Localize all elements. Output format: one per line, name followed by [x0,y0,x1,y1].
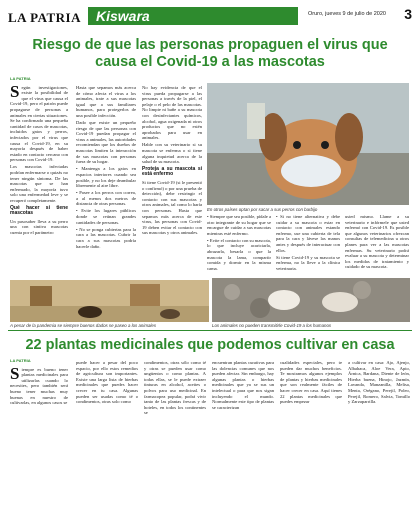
stone-dogs-image [212,278,410,322]
article2-col3: condimentos, otras sólo como té y otras se pueden usar como ungüentos o como plantas. A todas ellas, se le puede extraer tinturas en alcohol, aceites o polvos para uso medicinal. En farmacopea popular, podrá vivir tanto de las plantas frescas y de hoteles, en todos los continentes se [144,360,206,416]
photo2-caption: A pesar de la pandemia se siempre buenos dados se paseo a los animales [10,323,157,328]
photo3-caption: Los animales no pueden transmitirle Covid-19 a los humanos [212,323,332,328]
dropcap: S [10,363,20,383]
dateline: Oruro, jueves 9 de julio de 2020 [308,11,386,17]
article2-col2: puede hacer a pesar del poco espacio, por ello estos remedios de agricultura son importantes. Existe una larga lista de hierbas medicinales que puedes hacer crecer en tu casa. Algunas pueden ser usadas como té o condimentos, otras solo como [76,360,138,405]
article1-col6: usted mismo. Llame a su veterinario e infórmele que usted enfermó con Covid-19. Es posible que algunos veterinarios ofrezcan consultas de telemedicina u otros planes para ver a las mascotas enfermas. Su veterinario podrá evaluar a su mascota y determinar los medidas de tratamiento y cuidado de su mascota. [345,214,409,270]
page-header [8,6,412,28]
article1-col1: LA PATRIA Según investigaciones, existe la posibilidad de que el virus que causa el Covid-19, pero el patrón puede propagarse de personas a animales en ciertas situaciones. Se ha confirmado una pequeña cantidad de casos de mascotas, incluidos gatos y perros, infectados por el virus que causa el Covid-19, en su mayoría después de haber estado en contacto cercano con personas con Covid-19. Los mascotas infectadas podrían enfermarse o quizás no tener ningún síntoma. De las mascotas que se han enfermado, la mayoría tuvo solo una enfermedad leve y se recuperó completamente. Qué hacer si tiene mascotas Un pasosaber lleva a su perro una con sintiva mascotas cuenta por el parámetro [10,76,68,235]
masthead: LA PATRIA [8,10,81,25]
article1-col4: • Siempre que sea posible, pídale a otro integrante de su hogar que se encargue de cuidar a sus mascotas mientras esté enfermo. • Evite el contacto con su mascota, lo que incluye acariciarla, abrazarla, besarla o que la mascota la lama, compartir comida y dormir en la misma cama. [207,214,271,274]
subhead: Proteja a su mascota si está enfermo [142,165,202,178]
section-tab: Kiswara [88,7,298,25]
article2-headline: 22 plantas medicinales que podemos cultivar en casa [25,337,395,353]
street-dogs-image [10,280,209,322]
article1-col2: Hasta que sepamos más acerca de cómo afecta el virus a los animales, trate a sus mascotas igual que a sus familiares humanos, para protegerlos de una posible infección. Dado que existe un pequeño riesgo de que las personas con Covid-19 puedan propagar el virus a animales, las autoridades recomiendan que los dueños de mascotas limiten la interacción de sus mascotas con personas fuera de su hogar. • Mantenga a los gatos en espacios interiores cuando sea posible, y no los deje deambular libremente al aire libre. • Pasee a los perros con correa, a al menos dos metros de distancia de otras personas. • Evite los lugares públicos donde se reúnan grandes cantidades de personas. • No se ponga cubiertas para la cara a las mascotas. Cubrir la cara a sus mascotas podría hacerle daño. [76,85,136,285]
article1-col5: • Si no tiene alternativa y debe cuidar a su mascota o estar en contacto con animales estando enfermo, use una cubierta de tela para la cara y lávese las manos antes y después de interactuar con ellos. Si tiene Covid-19 y su mascota se enferma, no la lleve a la clínica veterinaria. [276,214,340,274]
dog-mask-image [207,83,409,205]
page-number: 3 [404,6,412,22]
article1-col3: No hay evidencia de que el virus pueda propagarse a las personas a través de la piel, el pelaje o el pelo de las mascotas. No limpie ni bañe a su mascota con desinfectantes químicos, alcohol, agua oxigenada ni otros productos que no estén aprobados para usar en animales. Hable con su veterinario si su mascota se enferma o si tiene alguna inquietud acerca de la salud de su mascota. Proteja a su mascota si está enfermo Si tiene Covid-19 (si le presentó o confirmó) o por una prueba de detección), debe restringir el contacto con sus mascotas y otros animales, tal como lo haría con personas. Hasta que sepamos más acerca de este virus, las personas con Covid-19 deben evitar el contacto con sus mascotas y otros animales. [142,85,202,236]
article2-col5: cualidades especiales, pero te pueden dar muchos beneficios. Te mostramos algunos ejemplos de plantas y hierbas medicinales que son realmente fáciles de hacer crecer en casa. Aquí tienes 22 plantas medicinales que puedes empezar [280,360,342,405]
photo-dog-mask [207,83,409,205]
dropcap: S [10,81,20,101]
article2-col4: encuentran plantas curativas para las dolencias comunes que nos pueden afectar. Sin embargo, hay algunas plantas o hierbas medicinales que ya se sus un intelectual o para que nos sigan incluyendo el mundo. Normalmente este tipo de plantas se caracterizan [212,360,274,410]
photo-stone-dogs [212,278,410,322]
byline: LA PATRIA [10,358,31,363]
subhead: Qué hacer si tiene mascotas [10,204,68,217]
article2-col1: LA PATRIA Siempre es bueno tener plantas medicinales para utilizarlas cuando lo necesites, pero también será bueno tener muchas muy buenas en nuestro de cultivarlas, en algunos casos se [10,358,68,406]
photo1-caption: En otros países optan por sacar a sus perros con barbijo [207,207,318,212]
article2-col6: a cultivar en casa: Ajo, Ajenjo, Albahaca, Aloe Vera, Apio, Árnica, Bardana, Diente de león, Hierba buena, Hinojo, Jazmín, Lavanda, Manzanilla, Melisa, Menta, Orégano, Perejil, Poleo, Perejil, Romero, Salvia, Tomillo y Zarzaparrilla. [348,360,410,405]
section-divider [8,330,412,331]
byline: LA PATRIA [10,76,31,81]
article1-headline: Riesgo de que las personas propaguen el virus que causa el Covid-19 a las mascotas [32,37,388,70]
photo-street-dogs [10,280,209,322]
